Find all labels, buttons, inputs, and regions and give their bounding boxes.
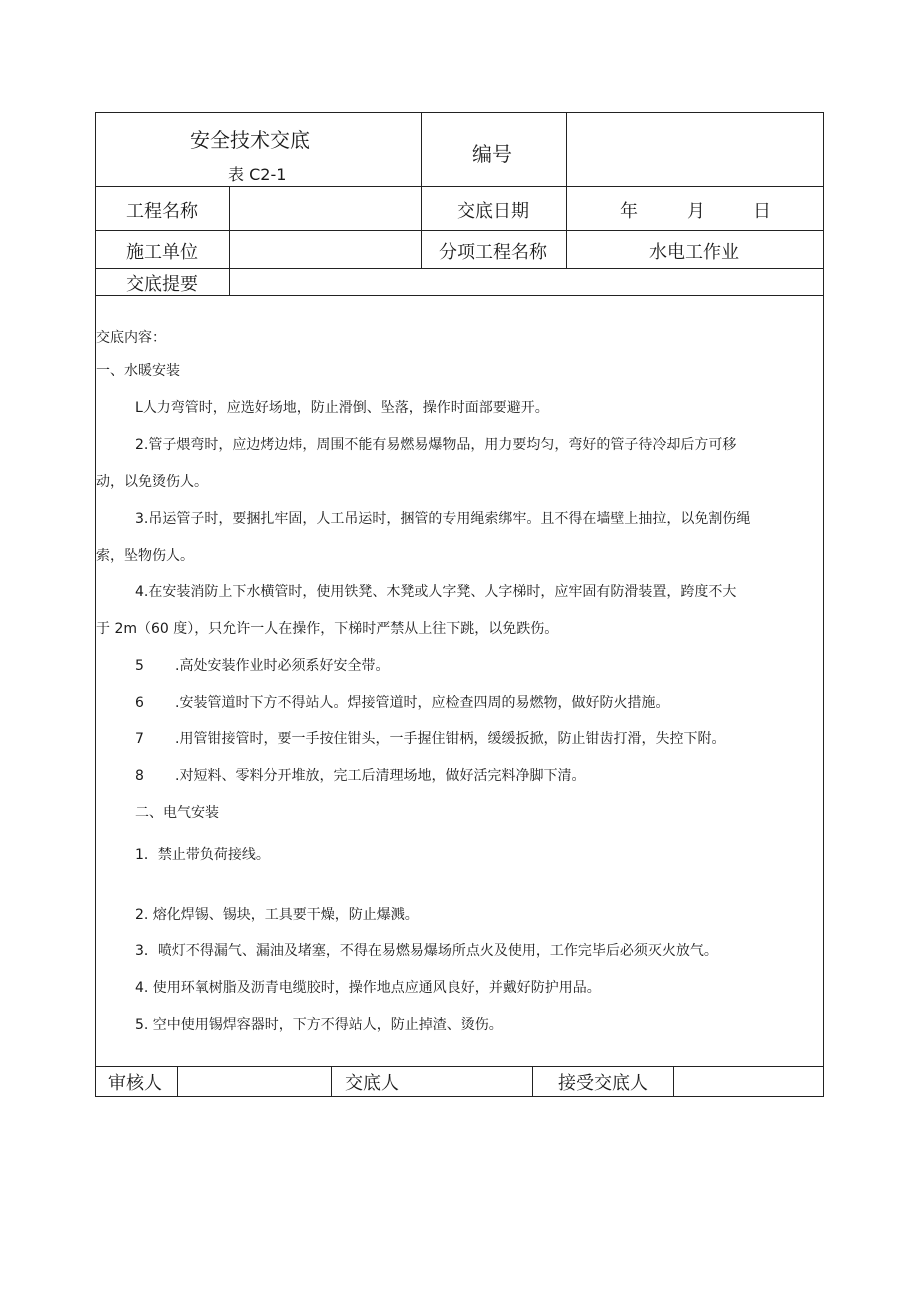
item-text: .管子煨弯时，应边烤边炜，周围不能有易燃易爆物品，用力要均匀，弯好的管子待冷却后方可移 [143,437,737,453]
table-rule [95,230,824,231]
date-month: 月 [687,201,705,222]
subproject-label: 分项工程名称 [439,242,547,263]
unit-label: 施工单位 [126,242,198,263]
table-rule [95,1066,824,1067]
item-text: 人力弯管时，应选好场地，防止滑倒、坠落，操作时面部要避开。 [142,400,549,416]
list-item: 4. 使用环氧树脂及沥青电缆胶时，操作地点应通风良好，并戴好防护用品。 [135,980,601,996]
list-item [135,692,669,712]
item-number: 3 [135,511,144,527]
subproject-value: 水电工作业 [649,242,739,263]
item-number: 7 [135,731,144,747]
list-item [135,728,725,748]
item-number: 8 [135,768,144,784]
item-text: .高处安装作业时必须系好安全带。 [175,658,390,674]
form-number: 表 C2-1 [228,165,287,184]
item-number: 5 [135,658,144,674]
item-text: .吊运管子时，要捆扎牢固，人工吊运时，捆管的专用绳索绑牢。且不得在墙壁上抽拉，以免割伤绳 [143,511,751,527]
table-col-divider [532,1066,533,1097]
section2-title: 二、电气安装 [135,805,219,821]
item-text: .安装管道时下方不得站人。焊接管道时，应检查四周的易燃物，做好防火措施。 [175,695,670,711]
item-number: L [135,400,143,416]
list-item [135,434,736,454]
table-rule [95,186,824,187]
section1-title: 一、水暖安装 [96,363,180,379]
list-item [135,581,736,601]
list-item [135,655,389,675]
list-item: 1．禁止带负荷接线。 [135,847,270,863]
list-item: 2. 熔化焊锡、锡块，工具要干燥，防止爆溅。 [135,907,419,923]
reviewer-label: 审核人 [108,1073,162,1094]
table-col-divider [566,112,567,269]
list-item: 3．喷灯不得漏气、漏油及堵塞，不得在易燃易爆场所点火及使用，工作完毕后必须灭火放气。 [135,943,718,959]
list-item [135,765,585,785]
list-item [135,508,750,528]
discloser-label: 交底人 [345,1073,399,1094]
project-name-label: 工程名称 [126,201,198,222]
page-title: 安全技术交底 [190,128,310,152]
table-col-divider [177,1066,178,1097]
table-border-right [823,112,824,1097]
item-number: 2 [135,437,144,453]
table-rule [95,295,824,296]
table-border-top [95,112,824,113]
item-text: .对短料、零料分开堆放，完工后清理场地，做好活完料净脚下清。 [175,768,586,784]
date-day: 日 [753,201,771,222]
list-item: 5. 空中使用锡焊容器时，下方不得站人，防止掉渣、烫伤。 [135,1017,503,1033]
summary-label: 交底提要 [126,274,198,295]
table-border-left [95,112,96,1097]
item-text-continued: 于 2m（60 度），只允许一人在操作，下梯时严禁从上往下跳，以免跌伤。 [96,621,559,637]
table-rule [95,268,824,269]
number-label: 编号 [472,142,512,166]
content-heading: 交底内容： [96,330,166,346]
item-text-continued: 动，以免烫伤人。 [96,474,208,490]
item-text: .用管钳接管时，要一手按住钳头，一手握住钳柄，缓缓扳掀，防止钳齿打滑，失控下附。 [175,731,726,747]
table-col-divider [229,186,230,296]
item-number: 6 [135,695,144,711]
receiver-label: 接受交底人 [558,1073,648,1094]
item-number: 4 [135,584,144,600]
item-text-continued: 索，坠物伤人。 [96,548,194,564]
item-text: .在安装消防上下水横管时，使用铁凳、木凳或人字凳、人字梯时，应牢固有防滑装置，跨度不大 [143,584,737,600]
date-label: 交底日期 [457,201,529,222]
table-col-divider [421,112,422,269]
table-col-divider [673,1066,674,1097]
date-year: 年 [620,201,638,222]
list-item [135,397,549,417]
table-col-divider [331,1066,332,1097]
table-border-bottom [95,1096,824,1097]
